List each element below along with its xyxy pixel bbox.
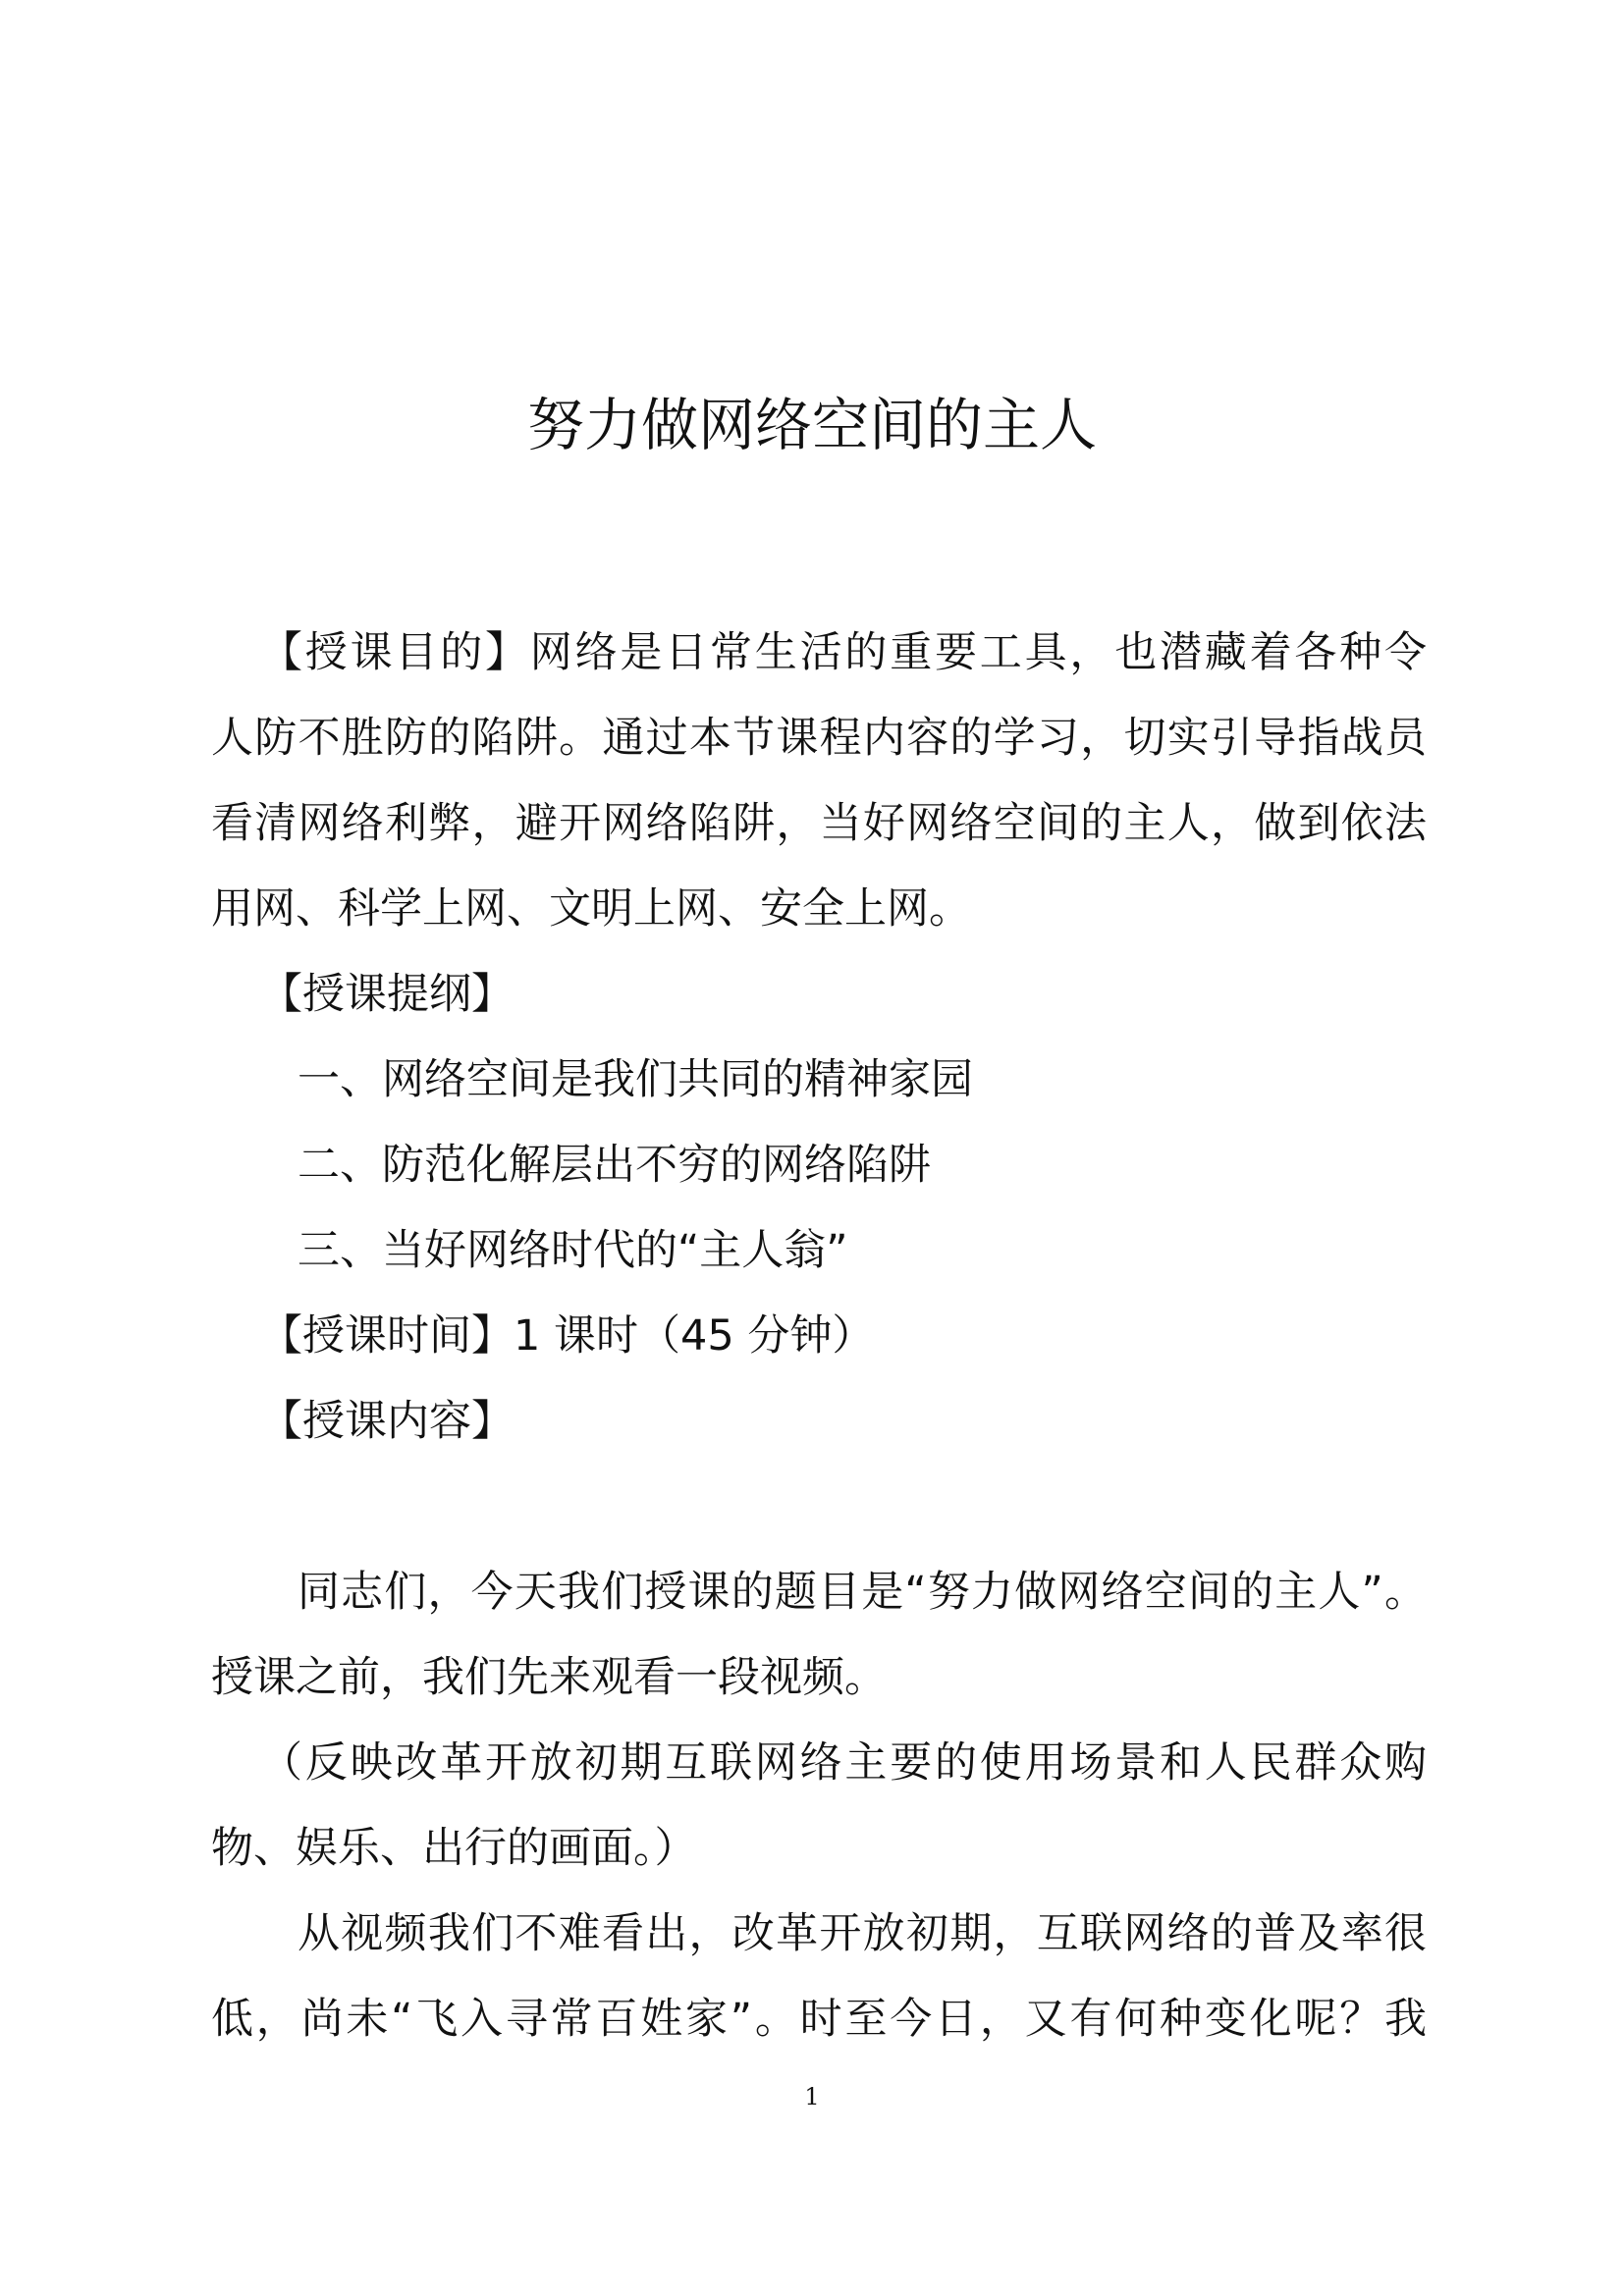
purpose-line: 用网、科学上网、文明上网、安全上网。 <box>211 884 971 934</box>
purpose-line: 看清网络利弊，避开网络陷阱，当好网络空间的主人，做到依法 <box>211 799 1427 848</box>
paragraph-line: 授课之前，我们先来观看一段视频。 <box>211 1653 887 1702</box>
blank-line <box>211 1465 1427 1550</box>
page-number: 1 <box>804 2083 820 2110</box>
outline-heading: 【授课提纲】 <box>260 970 514 1019</box>
purpose-line: 【授课目的】网络是日常生活的重要工具，也潜藏着各种令 <box>260 628 1427 677</box>
lesson-time: 【授课时间】1 课时（45 分钟） <box>260 1311 875 1361</box>
paragraph-line: 物、娱乐、出行的画面。） <box>211 1824 697 1873</box>
content-heading: 【授课内容】 <box>260 1397 514 1446</box>
paragraph-line: 低，尚未“飞入寻常百姓家”。时至今日，又有何种变化呢？我 <box>211 1995 1427 2044</box>
outline-item: 一、网络空间是我们共同的精神家园 <box>298 1055 973 1104</box>
paragraph-line: （反映改革开放初期互联网络主要的使用场景和人民群众购 <box>260 1738 1427 1788</box>
outline-item: 三、当好网络时代的“主人翁” <box>298 1226 848 1275</box>
paragraph-line: 从视频我们不难看出，改革开放初期，互联网络的普及率很 <box>298 1909 1427 1958</box>
document-body <box>211 611 1427 2062</box>
paragraph-line: 同志们，今天我们授课的题目是“努力做网络空间的主人”。 <box>298 1568 1427 1617</box>
outline-item: 二、防范化解层出不穷的网络陷阱 <box>298 1141 931 1190</box>
document-title: 努力做网络空间的主人 <box>526 392 1097 458</box>
purpose-line: 人防不胜防的陷阱。通过本节课程内容的学习，切实引导指战员 <box>211 714 1427 763</box>
